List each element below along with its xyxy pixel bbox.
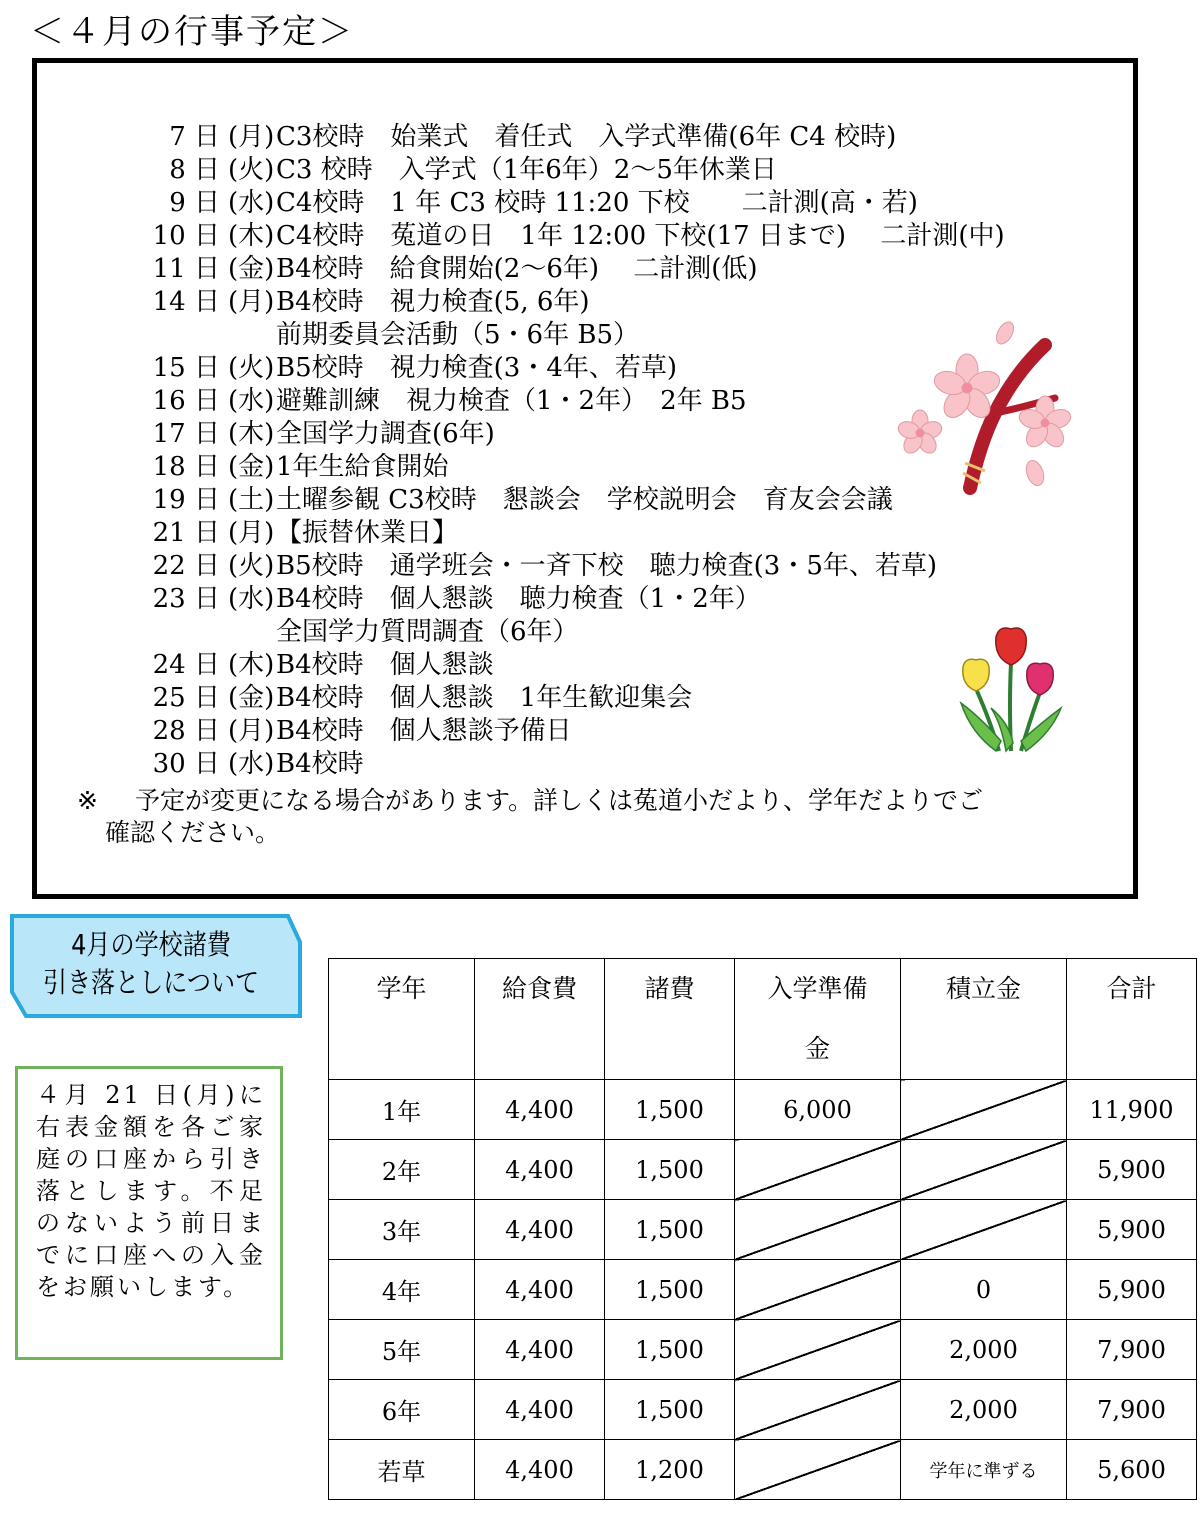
event-schedule-box	[32, 58, 1138, 899]
cell-grade: 6年	[329, 1380, 475, 1440]
event-day: 7 日	[169, 122, 220, 152]
event-day: 18 日	[152, 452, 220, 482]
cell-grade: 若草	[329, 1440, 475, 1500]
event-text: B4校時 給食開始(2～6年) 二計測(低)	[276, 254, 758, 284]
cell-grade: 4年	[329, 1260, 475, 1320]
cell-entrance-prep	[735, 1320, 901, 1380]
cell-entrance-prep	[735, 1380, 901, 1440]
page-title: ＜４月の行事予定＞	[30, 12, 354, 52]
event-weekday: (月)	[228, 716, 275, 746]
cell-grade: 2年	[329, 1140, 475, 1200]
event-day: 17 日	[152, 419, 220, 449]
cell-lunch-fee: 4,400	[475, 1380, 605, 1440]
cell-misc-fee: 1,500	[605, 1380, 735, 1440]
cell-savings	[901, 1080, 1067, 1140]
cherry-blossom-icon	[895, 313, 1085, 503]
event-weekday: (月)	[228, 287, 275, 317]
cell-grade: 5年	[329, 1320, 475, 1380]
cell-savings	[901, 1200, 1067, 1260]
cell-lunch-fee: 4,400	[475, 1440, 605, 1500]
cell-misc-fee: 1,200	[605, 1440, 735, 1500]
table-row	[329, 1440, 1197, 1500]
table-row	[329, 1140, 1197, 1200]
event-text: 1年生給食開始	[276, 452, 449, 482]
event-weekday: (金)	[228, 254, 275, 284]
cell-entrance-prep: 6,000	[735, 1080, 901, 1140]
cell-entrance-prep	[735, 1140, 901, 1200]
event-text: B4校時 個人懇談 聴力検査（1・2年）	[276, 584, 761, 614]
event-text: B4校時 個人懇談	[276, 650, 494, 680]
event-day: 23 日	[152, 584, 220, 614]
event-text: B5校時 視力検査(3・4年、若草)	[276, 353, 678, 383]
event-text: 前期委員会活動（5・6年 B5）	[276, 320, 639, 350]
event-day: 28 日	[152, 716, 220, 746]
event-text: B5校時 通学班会・一斉下校 聴力検査(3・5年、若草)	[276, 551, 938, 581]
fee-banner-line1: 4月の学校諸費	[71, 928, 231, 961]
event-day: 24 日	[152, 650, 220, 680]
cell-lunch-fee: 4,400	[475, 1260, 605, 1320]
header-savings: 積立金	[901, 959, 1067, 1080]
event-weekday: (金)	[228, 683, 275, 713]
header-total: 合計	[1067, 959, 1197, 1080]
event-day: 22 日	[152, 551, 220, 581]
cell-total: 5,900	[1067, 1260, 1197, 1320]
cell-total: 7,900	[1067, 1320, 1197, 1380]
cell-total: 11,900	[1067, 1080, 1197, 1140]
event-weekday: (木)	[228, 221, 275, 251]
table-row	[329, 1380, 1197, 1440]
event-text: 【振替休業日】	[276, 518, 459, 548]
fee-banner-line2: 引き落としについて	[42, 966, 260, 999]
event-day: 15 日	[152, 353, 220, 383]
cell-entrance-prep	[735, 1440, 901, 1500]
cell-grade: 3年	[329, 1200, 475, 1260]
event-day: 10 日	[152, 221, 220, 251]
event-text: C3校時 始業式 着任式 入学式準備(6年 C4 校時)	[276, 122, 897, 152]
cell-total: 5,600	[1067, 1440, 1197, 1500]
event-day: 21 日	[152, 518, 220, 548]
cell-lunch-fee: 4,400	[475, 1320, 605, 1380]
cell-misc-fee: 1,500	[605, 1320, 735, 1380]
cell-grade: 1年	[329, 1080, 475, 1140]
cell-savings: 2,000	[901, 1320, 1067, 1380]
cell-lunch-fee: 4,400	[475, 1200, 605, 1260]
cell-savings	[901, 1140, 1067, 1200]
event-text: 全国学力質問調査（6年）	[276, 617, 579, 647]
event-day: 16 日	[152, 386, 220, 416]
cell-lunch-fee: 4,400	[475, 1140, 605, 1200]
event-weekday: (水)	[228, 584, 275, 614]
cell-savings: 2,000	[901, 1380, 1067, 1440]
event-weekday: (金)	[228, 452, 275, 482]
cell-misc-fee: 1,500	[605, 1140, 735, 1200]
event-text: B4校時 個人懇談 1年生歓迎集会	[276, 683, 693, 713]
event-weekday: (土)	[228, 485, 275, 515]
table-row	[329, 1320, 1197, 1380]
table-row	[329, 1080, 1197, 1140]
cell-misc-fee: 1,500	[605, 1260, 735, 1320]
event-weekday: (水)	[228, 386, 275, 416]
cell-entrance-prep	[735, 1260, 901, 1320]
event-weekday: (月)	[228, 518, 275, 548]
cell-misc-fee: 1,500	[605, 1200, 735, 1260]
header-misc-fee: 諸費	[605, 959, 735, 1080]
event-text: 土曜参観 C3校時 懇談会 学校説明会 育友会会議	[276, 485, 893, 515]
event-weekday: (火)	[228, 353, 275, 383]
withdrawal-notice: ４月 21 日(月)に右表金額を各ご家庭の口座から引き落とします。不足のないよう前日までに口座への入金をお願いします。	[15, 1066, 283, 1360]
event-text: C4校時 1 年 C3 校時 11:20 下校 二計測(高・若)	[276, 188, 918, 218]
fee-table	[328, 958, 1197, 1500]
cell-misc-fee: 1,500	[605, 1080, 735, 1140]
cell-total: 7,900	[1067, 1380, 1197, 1440]
event-day: 25 日	[152, 683, 220, 713]
event-weekday: (火)	[228, 155, 275, 185]
event-weekday: (水)	[228, 749, 275, 779]
header-grade: 学年	[329, 959, 475, 1080]
event-day: 19 日	[152, 485, 220, 515]
event-weekday: (火)	[228, 551, 275, 581]
note-text-line1: 予定が変更になる場合があります。詳しくは菟道小だより、学年だよりでご	[135, 786, 984, 815]
header-entrance-prep: 入学準備金	[735, 959, 901, 1080]
header-lunch-fee: 給食費	[475, 959, 605, 1080]
cell-lunch-fee: 4,400	[475, 1080, 605, 1140]
event-text: C3 校時 入学式（1年6年）2～5年休業日	[276, 155, 777, 185]
cell-total: 5,900	[1067, 1140, 1197, 1200]
note-mark: ※	[77, 786, 98, 815]
event-text: C4校時 菟道の日 1年 12:00 下校(17 日まで) 二計測(中)	[276, 221, 1005, 251]
cell-total: 5,900	[1067, 1200, 1197, 1260]
event-weekday: (木)	[228, 419, 275, 449]
event-weekday: (月)	[228, 122, 275, 152]
event-text: B4校時 視力検査(5, 6年)	[276, 287, 590, 317]
event-text: 全国学力調査(6年)	[276, 419, 495, 449]
table-header-row	[329, 959, 1197, 1080]
event-day: 9 日	[169, 188, 220, 218]
note-text-line2: 確認ください。	[105, 818, 281, 847]
cell-savings: 0	[901, 1260, 1067, 1320]
event-day: 11 日	[152, 254, 220, 284]
event-text: 避難訓練 視力検査（1・2年） 2年 B5	[276, 386, 747, 416]
event-weekday: (木)	[228, 650, 275, 680]
event-text: B4校時 個人懇談予備日	[276, 716, 572, 746]
event-day: 30 日	[152, 749, 220, 779]
table-row	[329, 1260, 1197, 1320]
cell-entrance-prep	[735, 1200, 901, 1260]
tulip-icon	[951, 623, 1071, 753]
table-row	[329, 1200, 1197, 1260]
cell-savings: 学年に準ずる	[901, 1440, 1067, 1500]
event-text: B4校時	[276, 749, 364, 779]
fee-banner	[28, 926, 274, 1002]
event-day: 14 日	[152, 287, 220, 317]
event-weekday: (水)	[228, 188, 275, 218]
event-day: 8 日	[169, 155, 220, 185]
